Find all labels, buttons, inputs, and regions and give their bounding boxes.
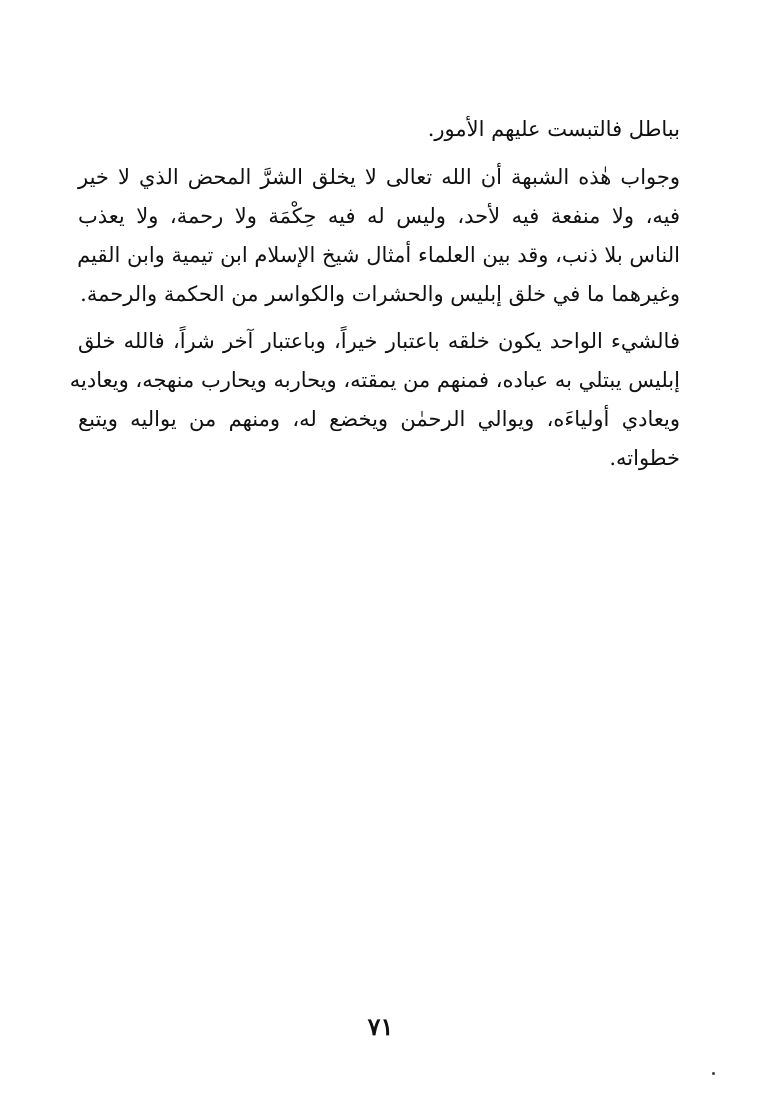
text-line: الناس بلا ذنب، وقد بين العلماء أمثال شيخ الإسلام ابن تيمية وابن القيم <box>77 243 680 267</box>
text-line: وغيرهما ما في خلق إبليس والحشرات والكواسر من الحكمة والرحمة. <box>80 282 680 306</box>
text-line: فالشيء الواحد يكون خلقه باعتبار خيراً، وباعتبار آخر شراً، فالله خلق <box>78 329 680 353</box>
text-line: وجواب هٰذه الشبهة أن الله تعالى لا يخلق الشرَّ المحض الذي لا خير <box>78 165 680 189</box>
text-line: بباطل فالتبست عليهم الأمور. <box>427 117 680 141</box>
text-line: ويعادي أولياءَه، ويوالي الرحمٰن ويخضع له، ومنهم من يواليه ويتبع <box>78 407 680 431</box>
paragraph-2 <box>78 158 680 314</box>
paragraph-3 <box>69 322 680 478</box>
page-number: ٧١ <box>367 1012 394 1041</box>
text-line: فيه، ولا منفعة فيه لأحد، وليس له فيه حِكْمَة ولا رحمة، ولا يعذب <box>78 204 680 228</box>
text-line: إبليس يبتلي به عباده، فمنهم من يمقته، ويحاربه ويحارب منهجه، ويعاديه <box>69 368 680 392</box>
paragraph-1 <box>78 110 680 149</box>
text-line: خطواته. <box>609 446 680 470</box>
scan-speck <box>712 1072 715 1075</box>
